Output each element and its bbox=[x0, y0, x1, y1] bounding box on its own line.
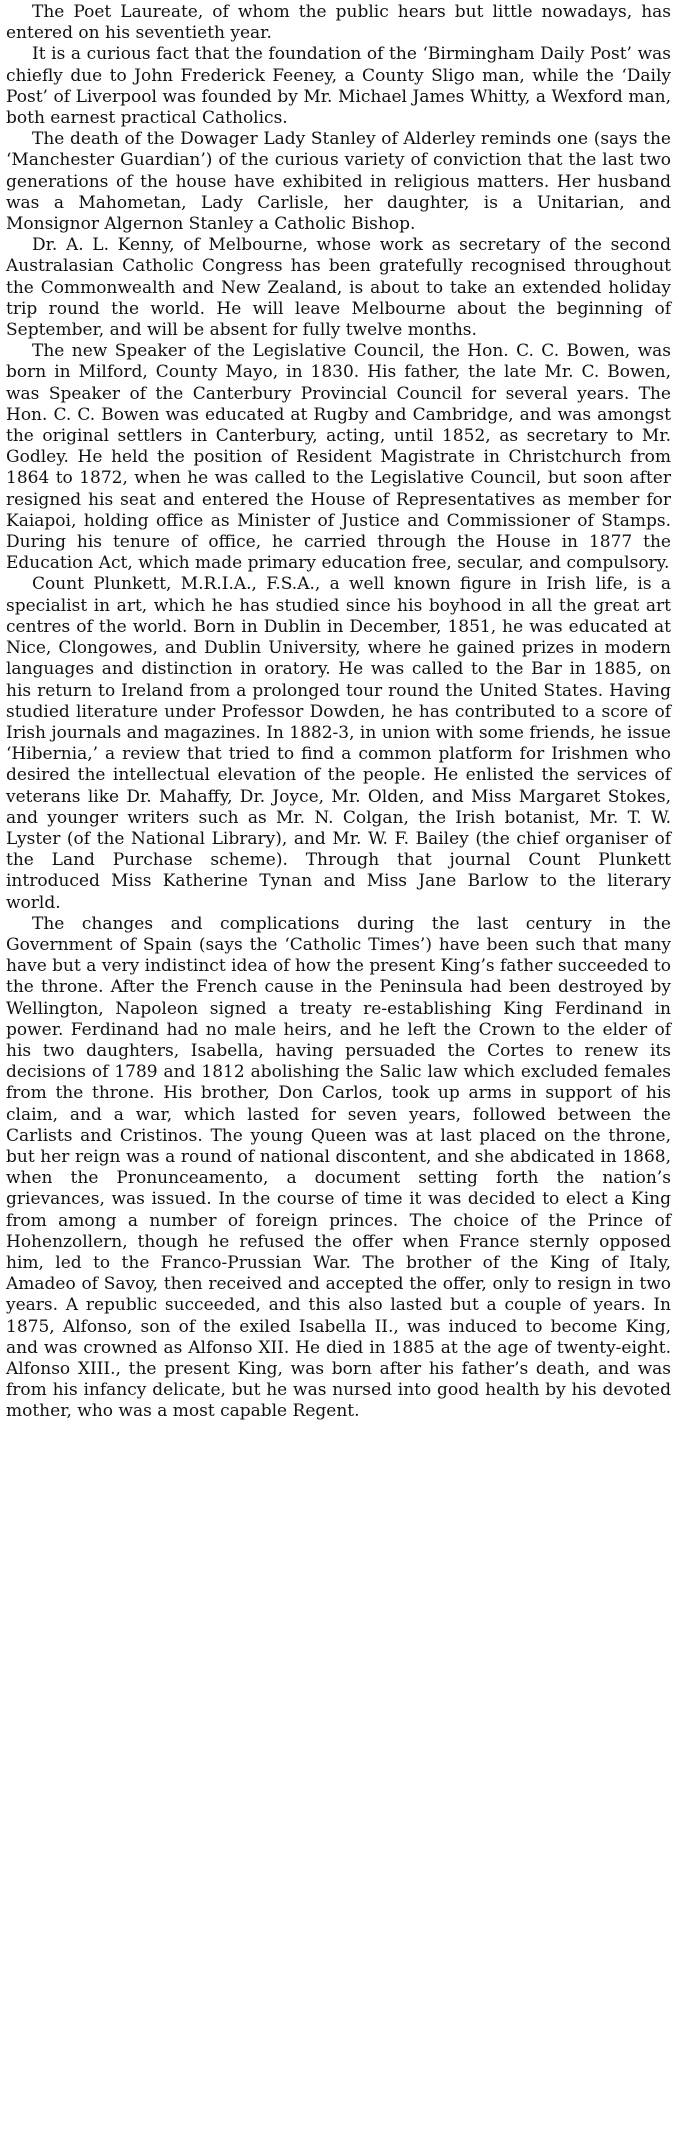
paragraph-count-plunkett: Count Plunkett, M.R.I.A., F.S.A., a well known figure in Irish life, is a specialist in art, which he has studied since his boyhood in all the great art centres of the world. Born in Dublin in December, 1851, he was educated at Nice, Clongowes, and Dublin University, where he gained prizes in modern languages and distinction in oratory. He was called to the Bar in 1885, on his return to Ireland from a prolonged tour round the United States. Having studied literature under Professor Dowden, he has contributed to a score of Irish journals and magazines. In 1882-3, in union with some friends, he issue ‘Hibernia,’ a review that tried to find a common platform for Irishmen who desired the intellectual elevation of the people. He enlisted the services of veterans like Dr. Mahaffy, Dr. Joyce, Mr. Olden, and Miss Margaret Stokes, and younger writers such as Mr. N. Colgan, the Irish botanist, Mr. T. W. Lyster (of the National Library), and Mr. W. F. Bailey (the chief organiser of the Land Purchase scheme). Through that journal Count Plunkett introduced Miss Katherine Tynan and Miss Jane Barlow to the literary world. bbox=[6, 574, 671, 913]
paragraph-dr-kenny: Dr. A. L. Kenny, of Melbourne, whose work as secretary of the second Australasian Catholic Congress has been gratefully recognised throughout the Commonwealth and New Zealand, is about to take an extended holiday trip round the world. He will leave Melbourne about the beginning of September, and will be absent for fully twelve months. bbox=[6, 235, 671, 341]
paragraph-lady-stanley: The death of the Dowager Lady Stanley of Alderley reminds one (says the ‘Manchester Guardian’) of the curious variety of conviction that the last two generations of the house have exhibited in religious matters. Her husband was a Mahometan, Lady Carlisle, her daughter, is a Unitarian, and Monsignor Algernon Stanley a Catholic Bishop. bbox=[6, 129, 671, 235]
paragraph-spain-government: The changes and complications during the last century in the Government of Spain (says the ‘Catholic Times’) have been such that many have but a very indistinct idea of how the present King’s father succeeded to the throne. After the French cause in the Peninsula had been destroyed by Wellington, Napoleon signed a treaty re-establishing King Ferdinand in power. Ferdinand had no male heirs, and he left the Crown to the elder of his two daughters, Isabella, having persuaded the Cortes to renew its decisions of 1789 and 1812 abolishing the Salic law which excluded females from the throne. His brother, Don Carlos, took up arms in support of his claim, and a war, which lasted for seven years, followed between the Carlists and Cristinos. The young Queen was at last placed on the throne, but her reign was a round of national discontent, and she abdicated in 1868, when the Pronunceamento, a document setting forth the nation’s grievances, was issued. In the course of time it was decided to elect a King from among a number of foreign princes. The choice of the Prince of Hohenzollern, though he refused the offer when France sternly opposed him, led to the Franco-Prussian War. The brother of the King of Italy, Amadeo of Savoy, then received and accepted the offer, only to resign in two years. A republic succeeded, and this also lasted but a couple of years. In 1875, Alfonso, son of the exiled Isabella II., was induced to become King, and was crowned as Alfonso XII. He died in 1885 at the age of twenty-eight. Alfonso XIII., the present King, was born after his father’s death, and was from his infancy delicate, but he was nursed into good health by his devoted mother, who was a most capable Regent. bbox=[6, 913, 671, 1422]
paragraph-cc-bowen: The new Speaker of the Legislative Council, the Hon. C. C. Bowen, was born in Milford, County Mayo, in 1830. His father, the late Mr. C. Bowen, was Speaker of the Canterbury Provincial Council for several years. The Hon. C. C. Bowen was educated at Rugby and Cambridge, and was amongst the original settlers in Canterbury, acting, until 1852, as secretary to Mr. Godley. He held the position of Resident Magistrate in Christchurch from 1864 to 1872, when he was called to the Legislative Council, but soon after resigned his seat and entered the House of Representatives as member for Kaiapoi, holding office as Minister of Justice and Commissioner of Stamps. During his tenure of office, he carried through the House in 1877 the Education Act, which made primary education free, secular, and compulsory. bbox=[6, 341, 671, 574]
paragraph-daily-post: It is a curious fact that the foundation of the ‘Birmingham Daily Post’ was chiefly due to John Frederick Feeney, a County Sligo man, while the ‘Daily Post’ of Liverpool was founded by Mr. Michael James Whitty, a Wexford man, both earnest practical Catholics. bbox=[6, 44, 671, 129]
paragraph-poet-laureate: The Poet Laureate, of whom the public hears but little nowadays, has entered on his seventieth year. bbox=[6, 2, 671, 44]
